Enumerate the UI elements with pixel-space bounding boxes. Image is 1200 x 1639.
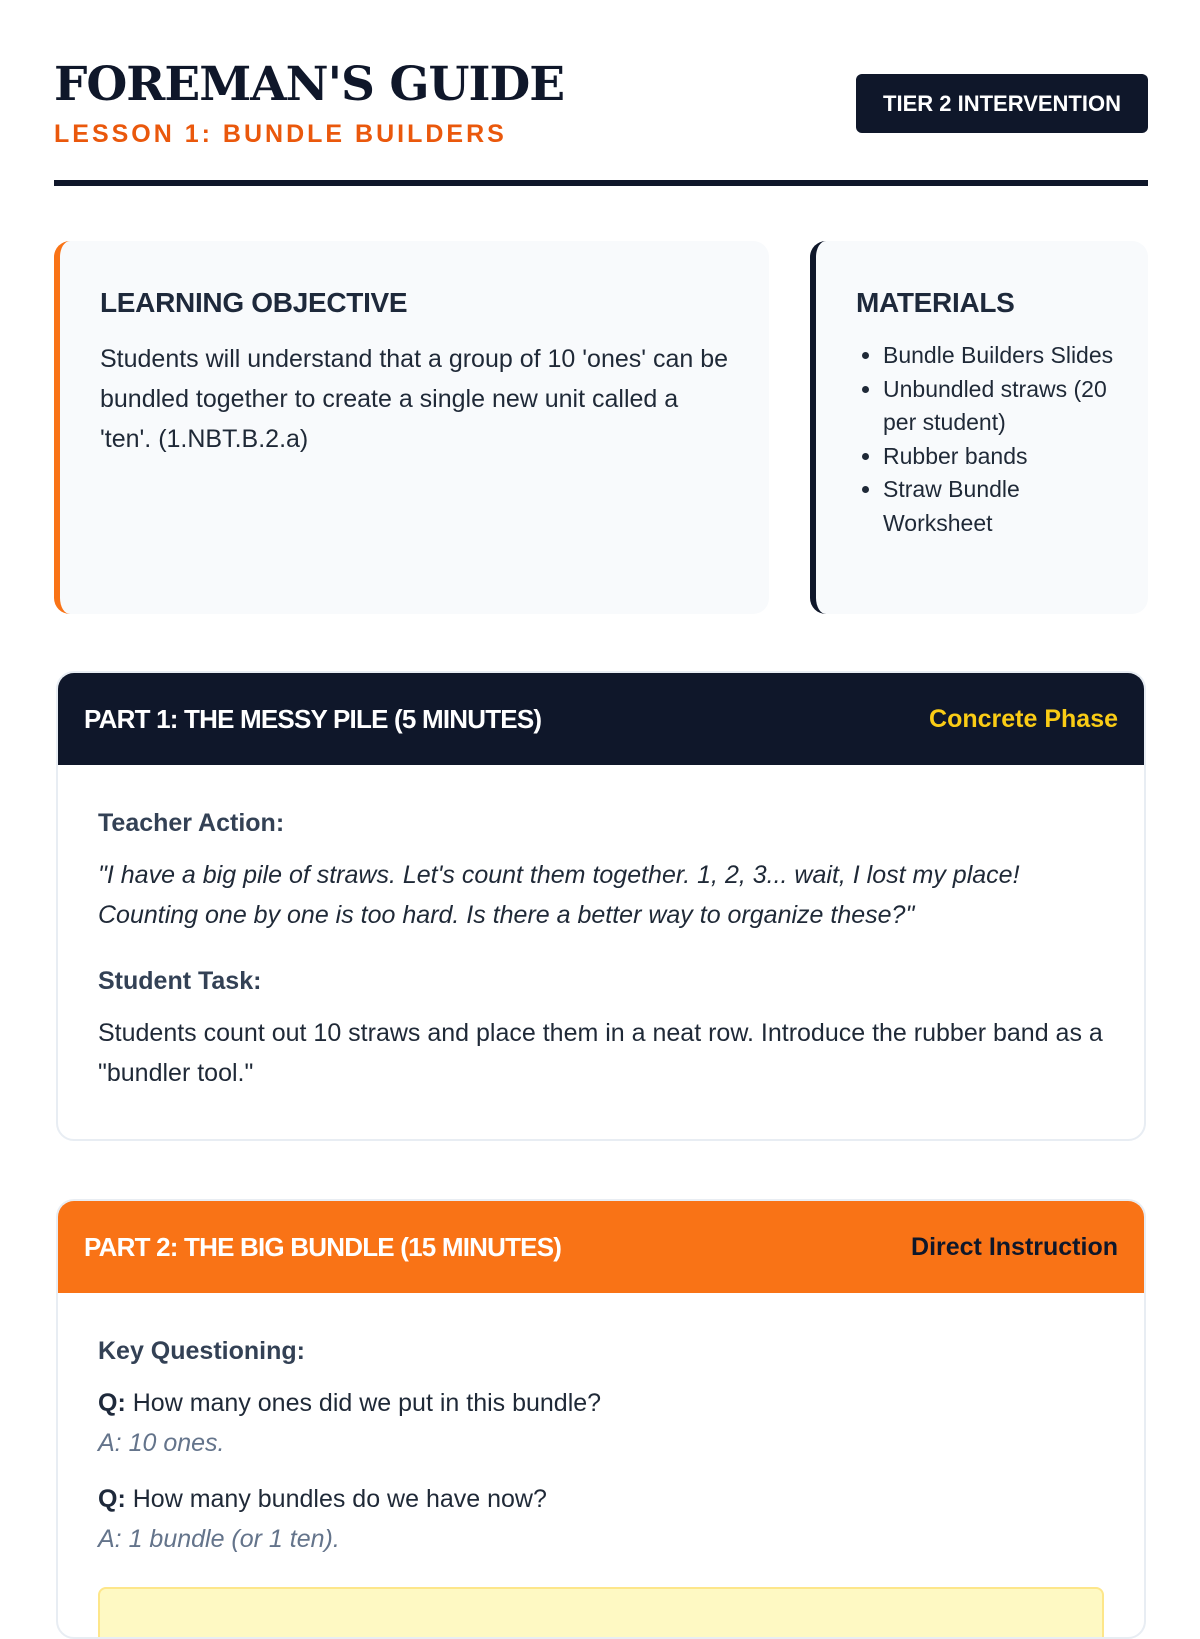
part-2-section bbox=[56, 1199, 1146, 1639]
materials-item: • Unbundled straws (20 per student) bbox=[883, 373, 1118, 440]
note-callout bbox=[98, 1587, 1104, 1639]
part-1-body bbox=[58, 765, 1144, 1093]
answer: A: 10 ones. bbox=[98, 1429, 225, 1457]
materials-list bbox=[856, 339, 1118, 540]
materials-item: • Bundle Builders Slides bbox=[883, 339, 1118, 373]
student-task-text: Students count out 10 straws and place them in a neat row. Introduce the rubber band as a "bundler tool." bbox=[98, 1019, 1103, 1087]
objective-heading: LEARNING OBJECTIVE bbox=[100, 287, 408, 318]
qa-item bbox=[98, 1383, 1104, 1463]
tier-badge: TIER 2 INTERVENTION bbox=[856, 74, 1148, 133]
teacher-action-label: Teacher Action: bbox=[98, 809, 285, 837]
question bbox=[98, 1479, 1104, 1519]
page-title: FOREMAN'S GUIDE bbox=[54, 57, 565, 112]
answer: A: 1 bundle (or 1 ten). bbox=[98, 1525, 340, 1553]
part-2-phase: Direct Instruction bbox=[911, 1232, 1118, 1261]
question-prefix: Q: bbox=[98, 1485, 126, 1513]
qa-item bbox=[98, 1479, 1104, 1559]
part-2-header bbox=[58, 1201, 1144, 1293]
objective-text: Students will understand that a group of 10 'ones' can be bundled together to create a single new unit called a 'ten'. (1.NBT.B.2.a) bbox=[100, 345, 729, 453]
question-prefix: Q: bbox=[98, 1389, 126, 1417]
part-1-section bbox=[56, 671, 1146, 1141]
page-header bbox=[54, 56, 1148, 188]
learning-objective-card bbox=[54, 241, 769, 614]
materials-card bbox=[810, 241, 1148, 614]
materials-heading: MATERIALS bbox=[856, 287, 1015, 318]
part-1-header bbox=[58, 673, 1144, 765]
question-text: How many ones did we put in this bundle? bbox=[132, 1389, 602, 1417]
question-text: How many bundles do we have now? bbox=[132, 1485, 547, 1513]
materials-item: • Rubber bands bbox=[883, 440, 1118, 474]
part-2-title: PART 2: THE BIG BUNDLE (15 MINUTES) bbox=[84, 1231, 562, 1262]
materials-item: • Straw Bundle Worksheet bbox=[883, 473, 1118, 540]
part-1-phase: Concrete Phase bbox=[929, 704, 1118, 733]
part-2-body bbox=[58, 1293, 1144, 1639]
question bbox=[98, 1383, 1104, 1423]
lesson-subtitle: LESSON 1: BUNDLE BUILDERS bbox=[54, 120, 507, 148]
key-questioning-label: Key Questioning: bbox=[98, 1337, 305, 1365]
header-divider bbox=[54, 180, 1148, 186]
part-1-title: PART 1: THE MESSY PILE (5 MINUTES) bbox=[84, 703, 542, 734]
teacher-action-quote: "I have a big pile of straws. Let's count them together. 1, 2, 3... wait, I lost my place! Counting one by one is too hard. Is there a better way to organize these?" bbox=[98, 861, 1020, 929]
student-task-label: Student Task: bbox=[98, 967, 262, 995]
